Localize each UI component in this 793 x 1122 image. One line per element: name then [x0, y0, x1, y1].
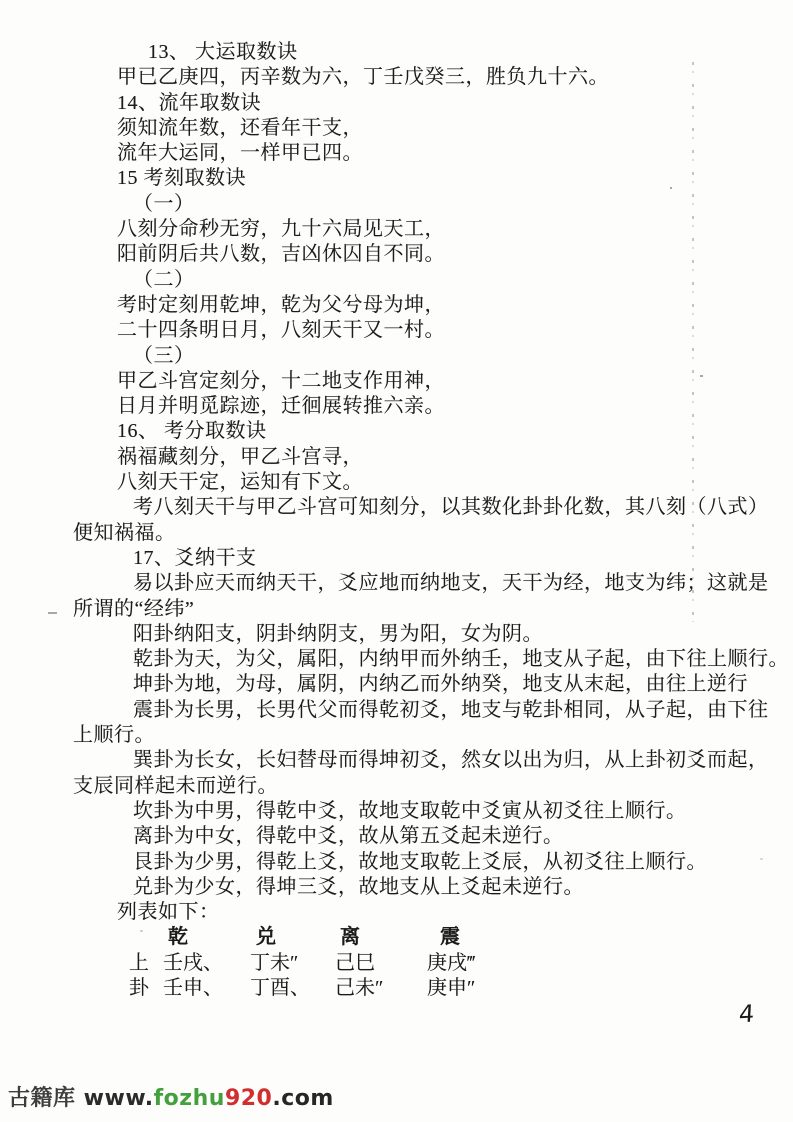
watermark-url-prefix: www. [83, 1086, 154, 1111]
scan-speck [760, 858, 763, 860]
scan-noise-right-edge [692, 62, 694, 622]
table-row [0, 976, 793, 1001]
table-row-label: 上 [129, 951, 149, 974]
page-number: 4 [738, 999, 756, 1029]
text-line: 13、 大运取数诀 [148, 41, 298, 63]
text-line: 二十四条明日月，八刻天干又一村。 [117, 319, 445, 342]
watermark-url-red-part: 920 [224, 1086, 273, 1111]
text-line: 考八刻天干与甲乙斗宫可知刻分，以其数化卦卦化数，其八刻（八式） [133, 496, 769, 519]
table-cell: 庚戌‴ [427, 951, 476, 974]
text-line: （二） [133, 268, 195, 291]
scan-speck [700, 375, 703, 377]
text-line: 便知祸福。 [73, 521, 176, 544]
text-line: 八刻分命秒无穷，九十六局见天工， [117, 218, 445, 241]
table-header-row [0, 925, 793, 950]
text-line: 八刻天干定，运知有下文。 [117, 471, 363, 494]
table-cell: 庚申″ [427, 976, 476, 999]
table-cell: 丁酉、 [250, 976, 310, 999]
text-line: 支辰同样起未而逆行。 [73, 774, 278, 797]
table-cell: 壬戌、 [163, 951, 223, 974]
table-cell: 丁未″ [250, 951, 299, 974]
text-line: 考时定刻用乾坤，乾为父兮母为坤， [117, 293, 445, 316]
text-line: 震卦为长男，长男代父而得乾初爻，地支与乾卦相同，从子起，由下往 [133, 698, 769, 721]
text-line: 坤卦为地，为母，属阴，内纳乙而外纳癸，地支从末起，由往上逆行 [133, 673, 748, 696]
text-line: 日月并明觅踪迹，迁徊展转推六亲。 [117, 395, 445, 418]
table-row [0, 951, 793, 976]
text-line: 甲乙斗宫定刻分，十二地支作用神， [117, 369, 445, 392]
text-line: 巽卦为长女，长妇替母而得坤初爻，然女以出为归，从上卦初爻而起， [133, 749, 769, 772]
table-row-label: 卦 [129, 976, 149, 999]
text-line: 上顺行。 [73, 724, 155, 747]
text-line: 阳卦纳阳支，阴卦纳阴支，男为阳，女为阴。 [133, 622, 543, 645]
text-line: 坎卦为中男，得乾中爻，故地支取乾中爻寅从初爻往上顺行。 [133, 799, 687, 822]
table-header-cell: 乾 [168, 926, 188, 949]
text-line: 祸福藏刻分，甲乙斗宫寻， [117, 445, 363, 468]
text-line: 流年大运同，一样甲已四。 [117, 142, 363, 165]
text-line: 14、流年取数诀 [117, 91, 261, 114]
text-line: 兑卦为少女，得坤三爻，故地支从上爻起未逆行。 [133, 875, 584, 898]
watermark-url-suffix: .com [272, 1086, 334, 1111]
watermark [8, 1081, 334, 1112]
text-line: 乾卦为天，为父，属阳，内纳甲而外纳壬，地支从子起，由下往上顺行。 [133, 648, 789, 671]
text-line: 列表如下： [117, 901, 220, 924]
text-line: 离卦为中女，得乾中爻，故从第五爻起未逆行。 [133, 825, 564, 848]
text-line: 艮卦为少男，得乾上爻，故地支取乾上爻辰，从初爻往上顺行。 [133, 850, 707, 873]
text-line: 须知流年数，还看年干支， [117, 116, 363, 139]
table-cell: 己巳 [335, 951, 375, 974]
table-cell: 壬申、 [163, 976, 223, 999]
text-line: 易以卦应天而纳天干，爻应地而纳地支，天干为经，地支为纬；这就是 [133, 572, 769, 595]
text-line: （一） [133, 192, 195, 215]
text-line: （三） [133, 344, 195, 367]
scan-speck [48, 612, 57, 614]
text-line: 阳前阴后共八数，吉凶休囚自不同。 [117, 243, 445, 266]
table-cell: 己未″ [335, 976, 384, 999]
table-header-cell: 兑 [256, 926, 276, 949]
watermark-library-name: 古籍库 [8, 1086, 84, 1111]
scan-speck [140, 930, 143, 932]
text-line: 16、 考分取数诀 [117, 420, 267, 443]
table-header-cell: 震 [440, 926, 460, 949]
scan-speck [670, 187, 672, 189]
text-line: 所谓的“经纬” [73, 597, 195, 620]
text-line: 甲已乙庚四，丙辛数为六，丁壬戊癸三，胜负九十六。 [117, 66, 609, 89]
text-block [0, 40, 793, 1001]
text-line: 15 考刻取数诀 [117, 167, 246, 190]
watermark-url-green-part: fozhu [153, 1086, 225, 1111]
text-line: 17、爻纳干支 [133, 546, 257, 569]
table-header-cell: 离 [340, 926, 360, 949]
